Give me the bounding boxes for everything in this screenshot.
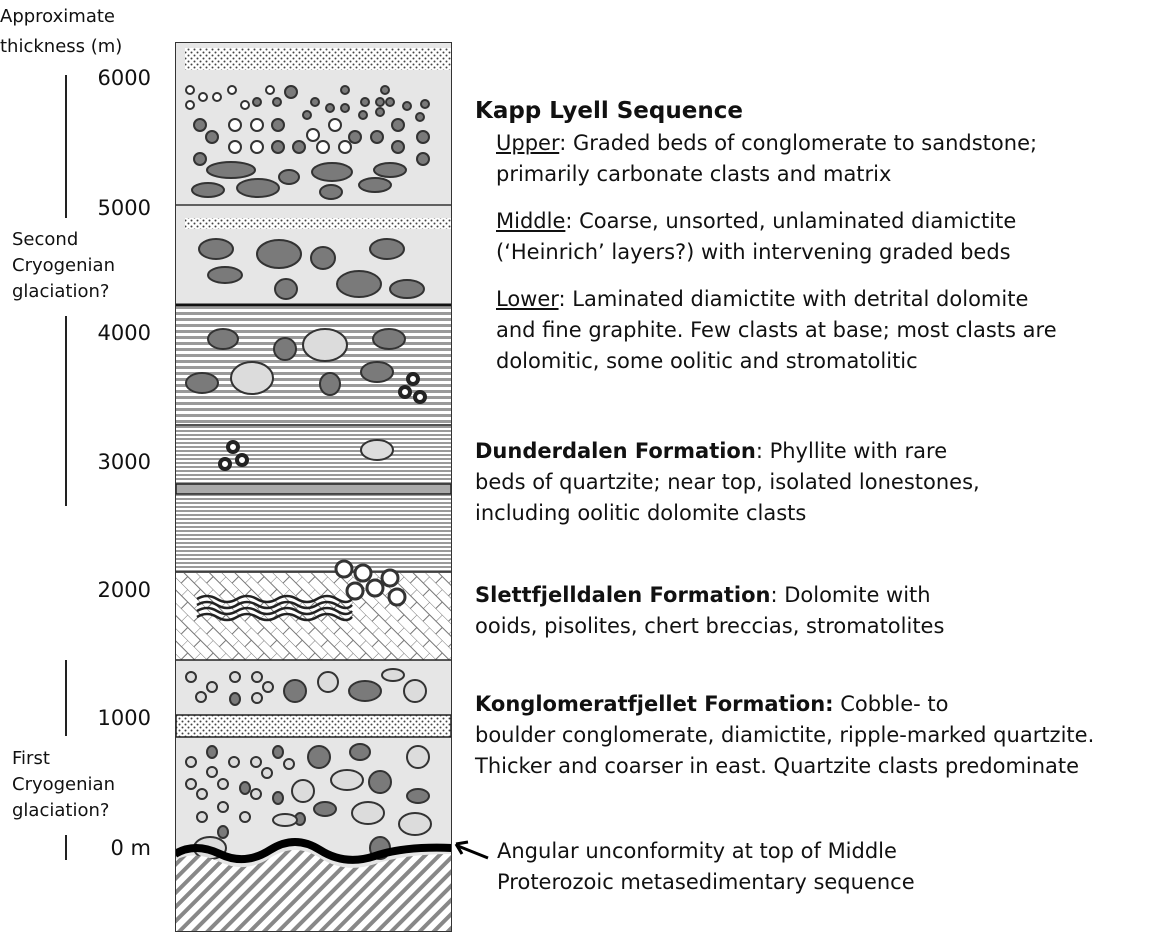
middle-label: Middle [496,209,566,233]
lower-label: Lower [496,287,559,311]
range-bar-second-glaciation-lower [65,316,67,506]
unconformity-arrow-icon [452,838,492,864]
slettfjelldalen-title: Slettfjelldalen Formation [475,583,771,607]
tick-2000: 2000 [97,578,151,602]
range-bar-second-glaciation-upper [65,75,67,218]
tick-3000: 3000 [97,450,151,474]
range-bar-first-glaciation-lower [65,835,67,860]
tick-6000: 6000 [97,66,151,90]
kapp-lyell-description: Kapp Lyell Sequence Upper: Graded beds of conglomerate to sandstone; primarily carbonate clasts and matrix Middle: Coarse, unsorted, unlaminated diamictite (‘Heinrich’ layers?) with intervening graded beds Lower: Laminated diamictite with detrital dolomite and fine graphite. Few clasts at base; most clasts are dolomitic, some oolitic and stromatolitic [475,94,1057,377]
first-glaciation-label: First Cryogenian glaciation? [12,748,115,821]
dunderdalen-title: Dunderdalen Formation [475,439,756,463]
slettfjelldalen-description: Slettfjelldalen Formation: Dolomite with ooids, pisolites, chert breccias, stromatolites [475,583,945,638]
range-bar-first-glaciation-upper [65,660,67,736]
tick-4000: 4000 [97,321,151,345]
axis-title [0,0,122,64]
dunderdalen-description: Dunderdalen Formation: Phyllite with rare beds of quartzite; near top, isolated lonestones, including oolitic dolomite clasts [475,439,980,525]
axis-title-line1: Approximate [0,6,115,27]
axis-title-line2: thickness (m) [0,36,123,57]
tick-5000: 5000 [97,196,151,220]
second-glaciation-label: Second Cryogenian glaciation? [12,229,115,302]
upper-label: Upper [496,131,560,155]
tick-1000: 1000 [97,706,151,730]
konglomeratfjellet-title: Konglomeratfjellet Formation: [475,692,834,716]
konglomeratfjellet-description: Konglomeratfjellet Formation: Cobble- to boulder conglomerate, diamictite, ripple-marked quartzite. Thicker and coarser in east. Quartzite clasts predominate [475,692,1095,778]
kapp-lyell-title: Kapp Lyell Sequence [475,98,743,124]
unconformity-description: Angular unconformity at top of Middle Proterozoic metasedimentary sequence [497,839,915,894]
stratigraphic-column [175,42,452,932]
tick-0: 0 m [110,836,151,860]
